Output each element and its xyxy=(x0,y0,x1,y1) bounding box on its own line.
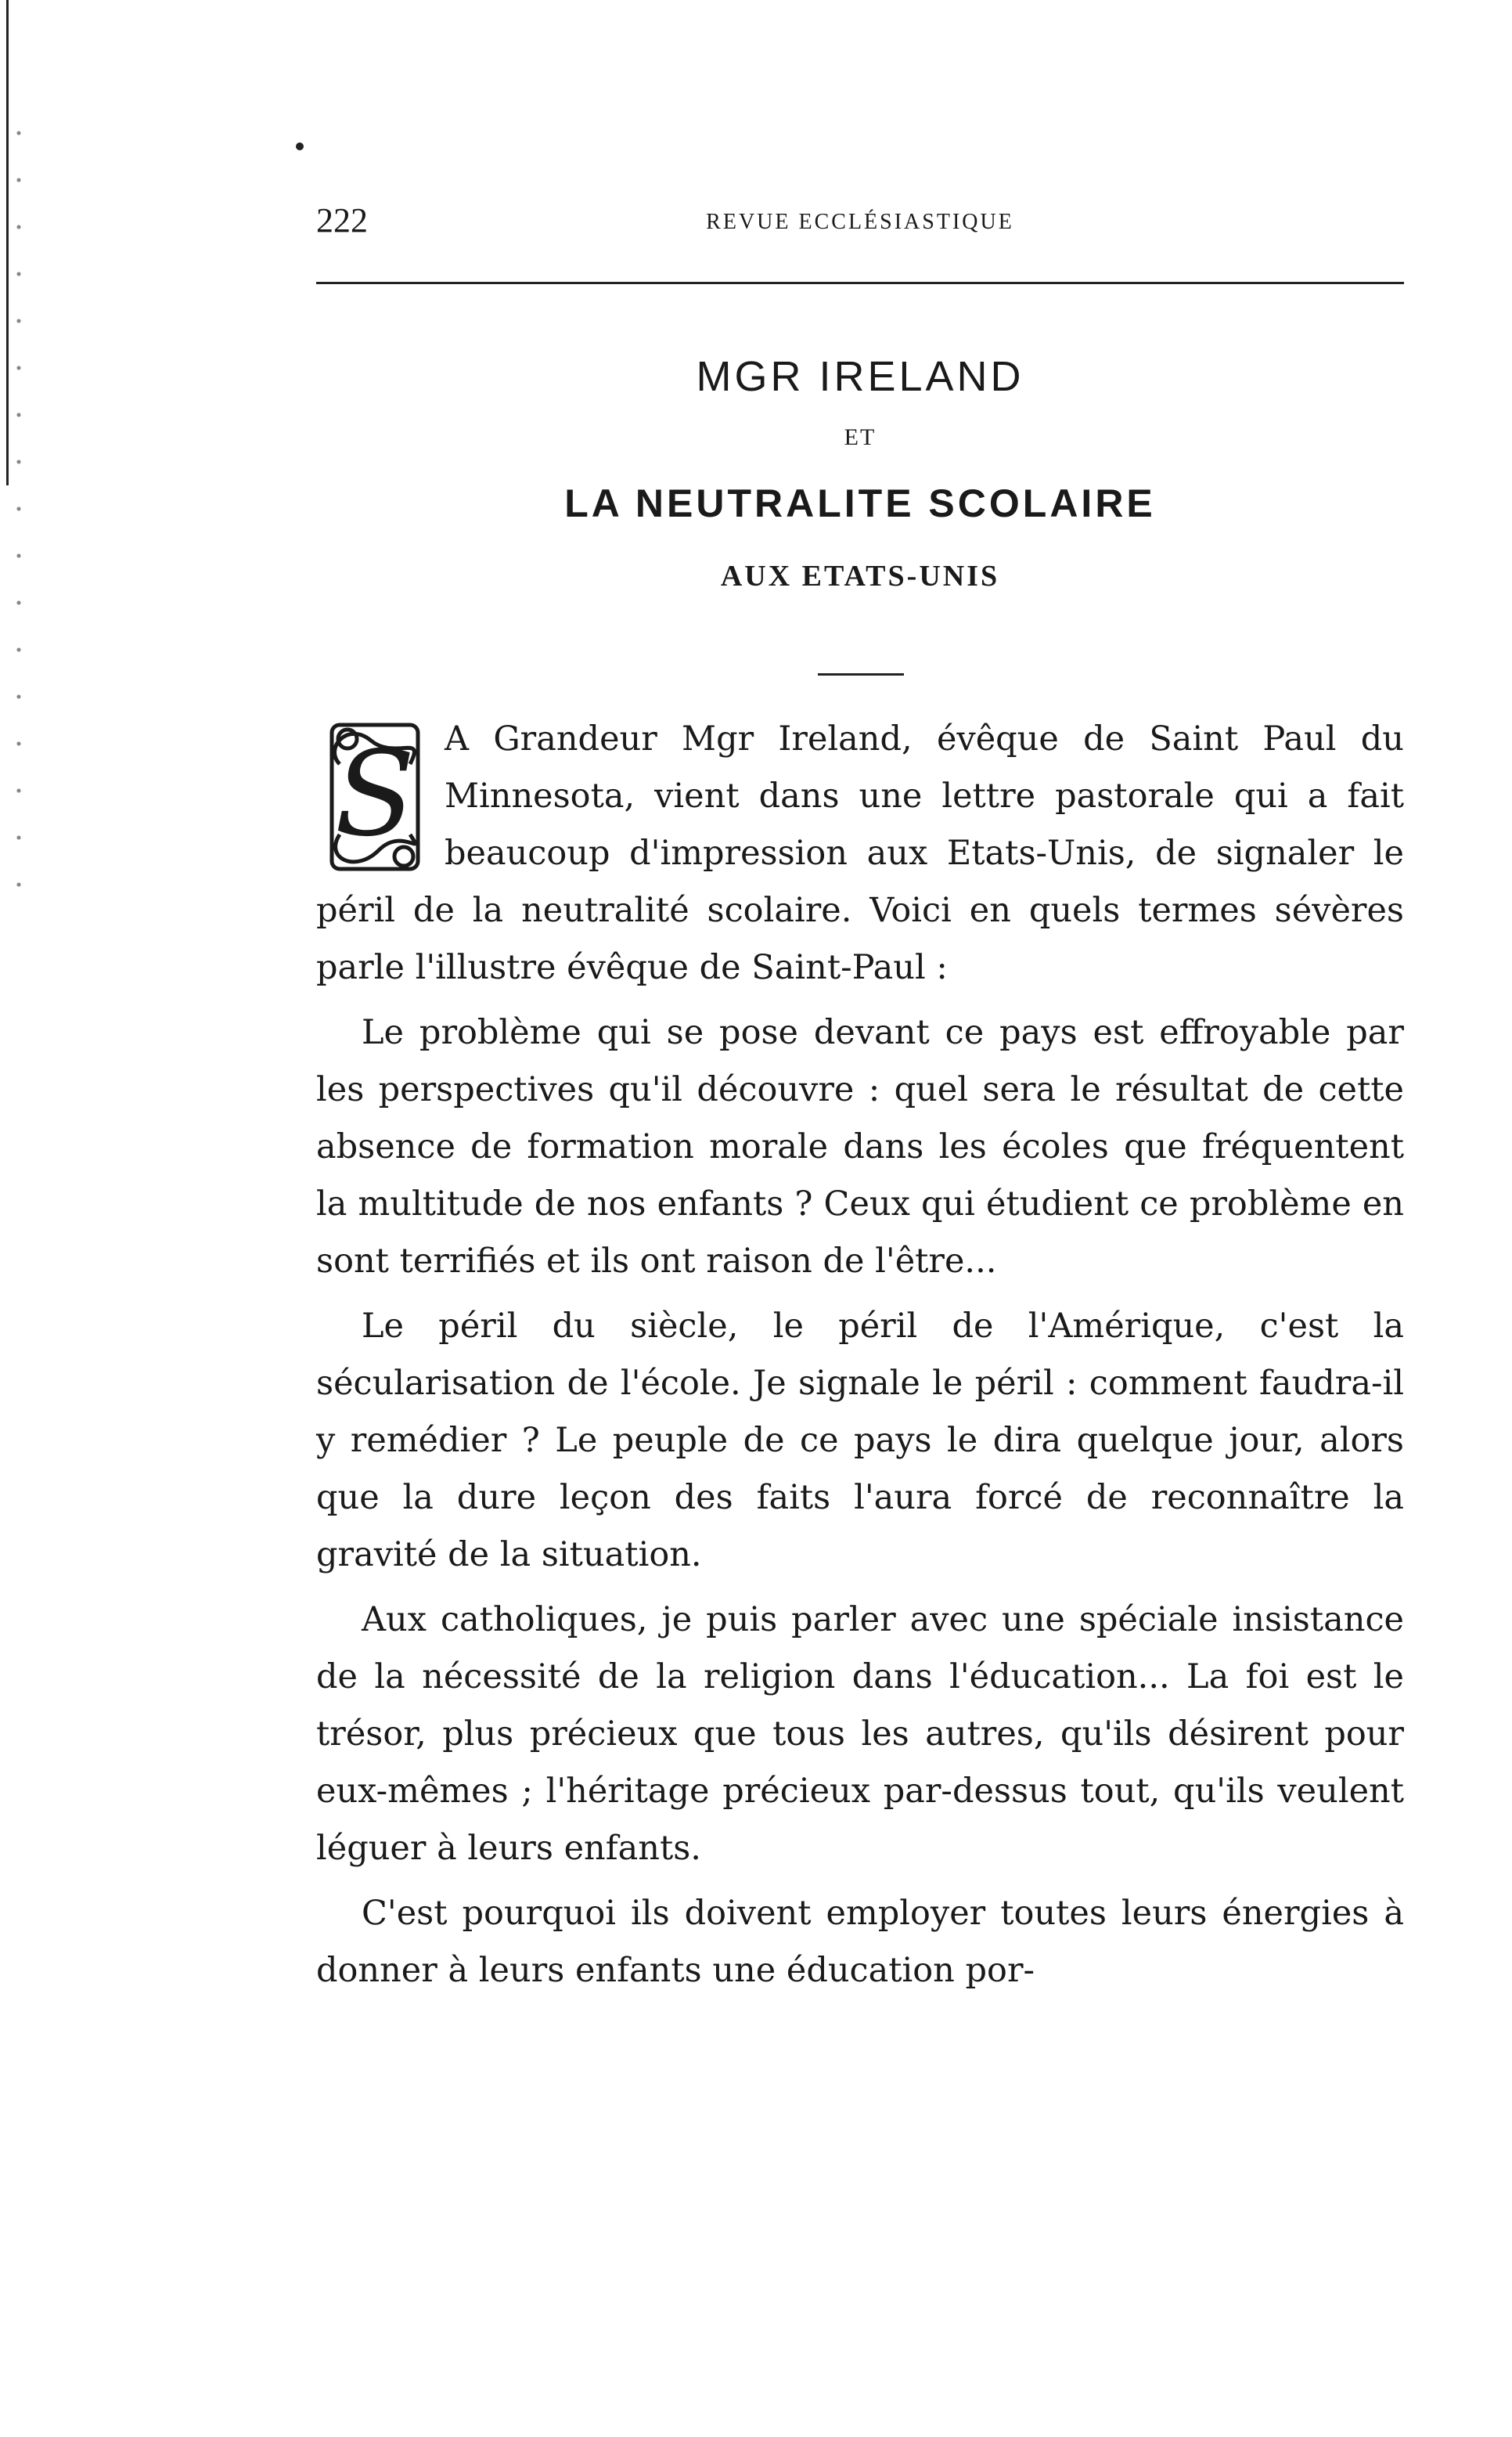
article-title: MGR IRELAND xyxy=(696,353,1024,400)
article-subtitle: LA NEUTRALITE SCOLAIRE xyxy=(564,481,1156,525)
page-number: 222 xyxy=(316,201,368,240)
header-rule xyxy=(316,282,1404,284)
intro-paragraph: A Grandeur Mgr Ireland, évêque de Saint Paul du Minnesota, vient dans une lettre pastorale qui a fait beaucoup d'impression aux Etats-Unis, de signaler le péril de la neutralité scolaire. Voici en quels termes sévères parle l'illustre évêque de Saint-Paul : xyxy=(316,719,1404,987)
article-subtitle-2: AUX ETATS-UNIS xyxy=(720,560,1000,593)
journal-title: REVUE ECCLÉSIASTIQUE xyxy=(706,210,1014,234)
article-title-block xyxy=(316,352,1404,593)
scan-specks xyxy=(11,110,27,892)
quote-paragraph: C'est pourquoi ils doivent employer toutes leurs énergies à donner à leurs enfants une éducation por- xyxy=(316,1894,1404,1990)
title-connector: ET xyxy=(844,424,877,450)
quote-paragraph: Le péril du siècle, le péril de l'Amérique, c'est la sécularisation de l'école. Je signale le péril : comment faudra-il y remédier ? Le peuple de ce pays le dira quelque jour, alors que la dure leçon des faits l'aura forcé de reconnaître la gravité de la situation. xyxy=(316,1307,1404,1574)
drop-cap-ornament xyxy=(316,717,434,877)
article-body xyxy=(316,711,1404,1999)
ink-dot xyxy=(296,142,304,150)
title-rule xyxy=(818,673,904,676)
drop-cap-letter: S xyxy=(334,726,416,863)
quote-paragraph: Le problème qui se pose devant ce pays est effroyable par les perspectives qu'il découvre : quel sera le résultat de cette absence de formation morale dans les écoles que fréquentent la multitude de nos enfants ? Ceux qui étudient ce problème en sont terrifiés et ils ont raison de l'être... xyxy=(316,1013,1404,1281)
quote-paragraph: Aux catholiques, je puis parler avec une spéciale insistance de la nécessité de la religion dans l'éducation... La foi est le trésor, plus précieux que tous les autres, qu'ils désirent pour eux-mêmes ; l'héritage précieux par-dessus tout, qu'ils veulent léguer à leurs enfants. xyxy=(316,1600,1404,1868)
running-head xyxy=(316,200,1404,247)
